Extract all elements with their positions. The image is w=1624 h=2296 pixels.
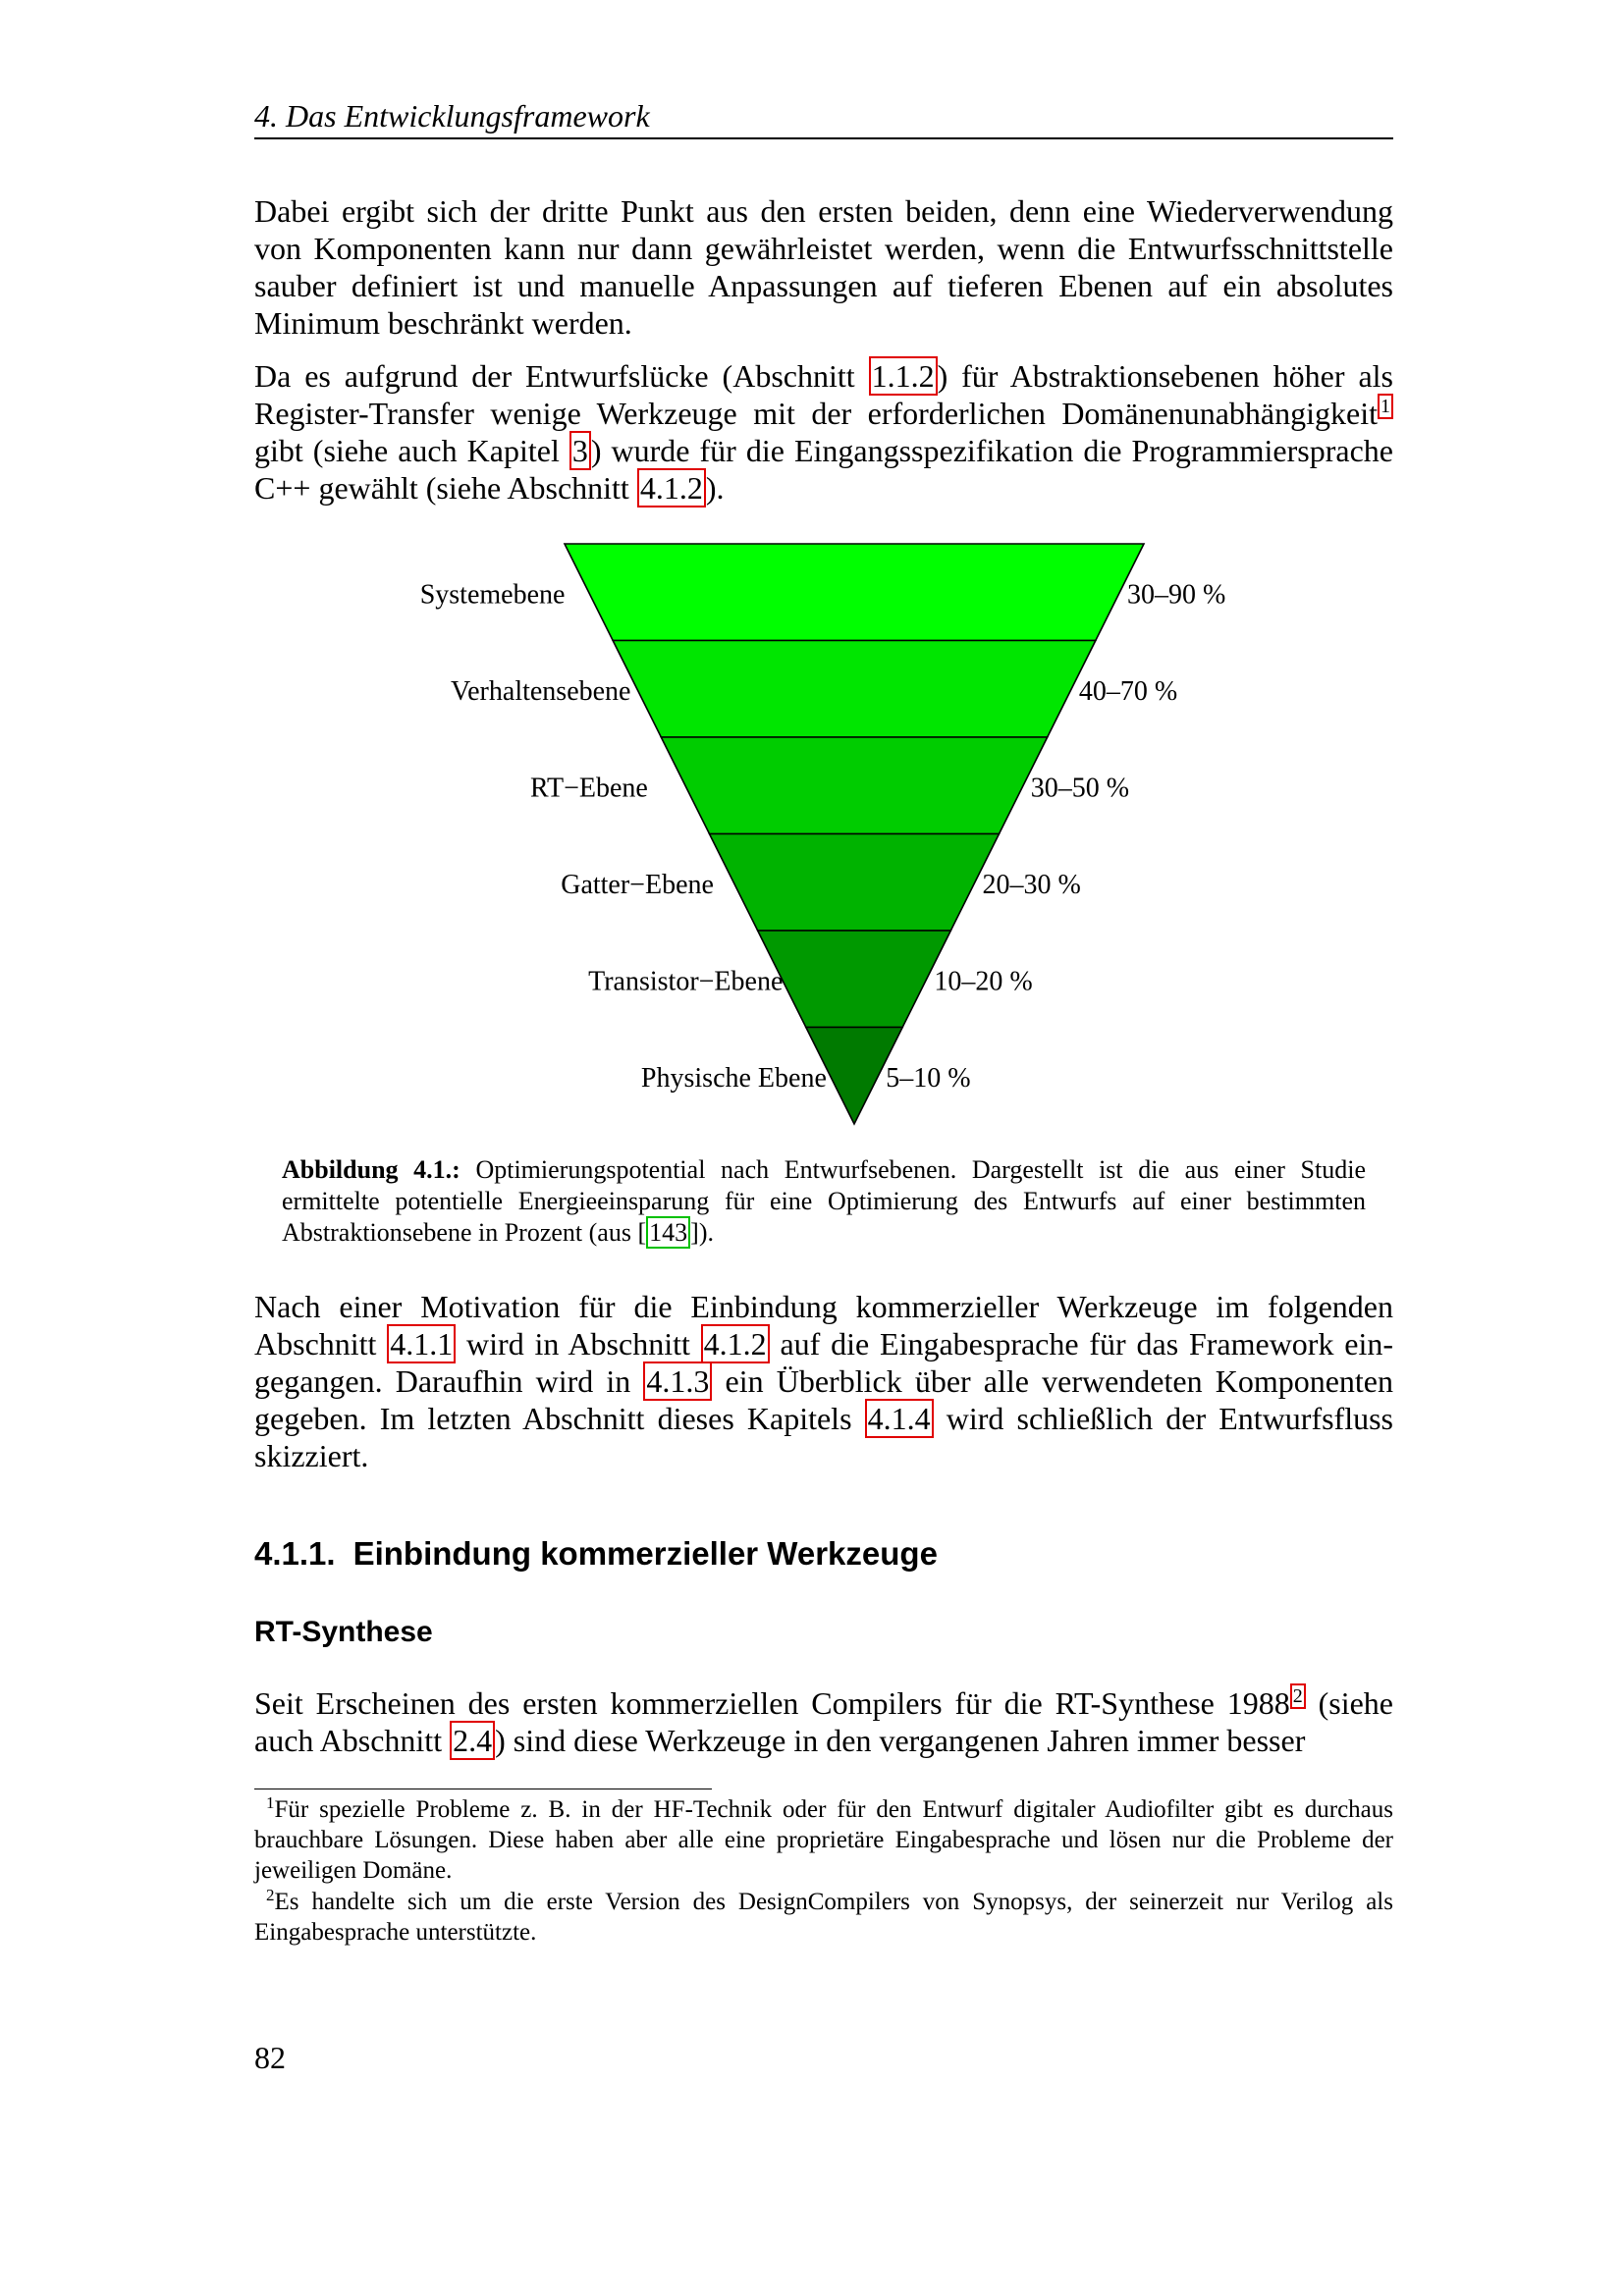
text-run: ). bbox=[705, 470, 725, 506]
caption-end: ). bbox=[698, 1218, 714, 1247]
citation-link[interactable]: 143 bbox=[646, 1216, 690, 1249]
level-label: Gatter−Ebene bbox=[561, 869, 714, 900]
range-label: 10–20 % bbox=[934, 966, 1033, 997]
subsection-heading: RT-Synthese bbox=[254, 1616, 433, 1648]
footnote-2 bbox=[254, 1887, 1393, 1948]
level-label: RT−Ebene bbox=[529, 773, 648, 804]
footnote-1 bbox=[254, 1794, 1393, 1886]
section-link[interactable]: 1.1.2 bbox=[869, 356, 938, 396]
level-label: Verhaltensebene bbox=[451, 675, 631, 707]
footnote-link[interactable]: 1 bbox=[1378, 394, 1393, 419]
range-label: 5–10 % bbox=[886, 1062, 971, 1094]
section-link[interactable]: 4.1.1 bbox=[387, 1324, 456, 1363]
range-label: 30–50 % bbox=[1030, 773, 1130, 804]
section-link[interactable]: 2.4 bbox=[450, 1721, 495, 1760]
caption-text: Optimierungspotential nach Entwurfsebenen. Dargestellt ist die aus einer Studie ermittelte potentielle Energieeinsparung für eine Optimierung des Entwurfs auf einer bestimmten Abstraktionsebene in Prozent (aus bbox=[282, 1155, 1366, 1247]
text-run: ) sind diese Werkzeuge in den vergangenen Jahren immer besser bbox=[495, 1723, 1306, 1758]
paragraph-1: Dabei ergibt sich der dritte Punkt aus den ersten beiden, denn eine Wiederverwendung von Komponenten kann nur dann gewährleistet werden, wenn die Entwurfsschnittstelle sauber definiert ist und manuelle Anpassungen auf tieferen Ebenen auf ein absolutes Minimum beschränkt werden. bbox=[254, 193, 1393, 341]
section-number: 4.1.1. bbox=[254, 1535, 336, 1572]
footnote-mark: 2 bbox=[266, 1885, 275, 1904]
level-label: Transistor−Ebene bbox=[588, 966, 784, 997]
footnote-text: Es handelte sich um die erste Version des DesignCompilers von Synopsys, der seinerzeit nur Verilog als Eingabesprache unterstützte. bbox=[254, 1889, 1393, 1946]
running-title: 4. Das Entwicklungsframework bbox=[254, 98, 650, 133]
pyramid-bands bbox=[565, 544, 1144, 1124]
section-heading bbox=[254, 1535, 938, 1573]
pyramid-band bbox=[613, 641, 1096, 738]
section-link[interactable]: 4.1.4 bbox=[865, 1399, 934, 1438]
range-label: 20–30 % bbox=[982, 869, 1081, 900]
section-link[interactable]: 4.1.2 bbox=[637, 468, 706, 507]
text-run: ) wurde für die Eingangsspezifikation die Programmiersprache C++ gewählt (siehe Abschnitt bbox=[254, 433, 1393, 506]
text-run: Nach einer Motivation für die Einbindung kommerzieller Werkzeuge im folgenden Abschnitt bbox=[254, 1289, 1393, 1362]
text-run: auf die Eingabesprache für das Framework eingegangen. Daraufhin wird in bbox=[254, 1326, 1394, 1399]
text-run: wird in Abschnitt bbox=[456, 1326, 701, 1362]
pyramid-band bbox=[710, 834, 1000, 932]
range-label: 40–70 % bbox=[1078, 675, 1178, 707]
level-label: Systemebene bbox=[419, 579, 566, 611]
pyramid-band bbox=[661, 737, 1047, 834]
section-link[interactable]: 4.1.2 bbox=[701, 1324, 770, 1363]
caption-label: Abbildung 4.1.: bbox=[282, 1155, 460, 1184]
running-header bbox=[254, 94, 1393, 139]
text-run: Seit Erscheinen des ersten kommerziellen Compilers für die RT-Synthese 1988 bbox=[254, 1685, 1290, 1721]
paragraph-4 bbox=[254, 1684, 1393, 1759]
text-run: (siehe auch Abschnitt bbox=[254, 1685, 1394, 1758]
text-run: wird schließlich der Entwurfsfluss skizziert. bbox=[254, 1401, 1394, 1473]
page-number: 82 bbox=[254, 2040, 286, 2075]
text-run: ein Überblick über alle verwendeten Komponenten gegeben. Im letzten Abschnitt dieses Kapitels bbox=[254, 1363, 1394, 1436]
pyramid-band bbox=[565, 544, 1144, 641]
text-run: Da es aufgrund der Entwurfslücke (Abschnitt bbox=[254, 358, 869, 394]
footnote-link[interactable]: 2 bbox=[1290, 1683, 1306, 1709]
text-run: gibt (siehe auch Kapitel bbox=[254, 433, 569, 468]
energy-pyramid-figure bbox=[295, 530, 1296, 1139]
footnote-text: Für spezielle Probleme z. B. in der HF-Technik oder für den Entwurf digitaler Audiofilter gibt es durchaus brauchbare Lösungen. Diese haben aber alle eine proprietäre Eingabesprache und lösen nur die Probleme der jeweiligen Domäne. bbox=[254, 1796, 1393, 1884]
footnote-mark: 1 bbox=[266, 1792, 275, 1812]
level-label: Physische Ebene bbox=[640, 1062, 827, 1094]
text-run: ) für Abstraktionsebenen höher als Register-Transfer wenige Werkzeuge mit der erforderlichen Domänenunabhängigkeit bbox=[254, 358, 1394, 431]
chapter-link[interactable]: 3 bbox=[569, 431, 591, 470]
range-label: 30–90 % bbox=[1127, 579, 1226, 611]
paragraph-2 bbox=[254, 357, 1393, 507]
paragraph-3 bbox=[254, 1288, 1393, 1474]
section-title: Einbindung kommerzieller Werkzeuge bbox=[352, 1535, 938, 1572]
figure-caption: Abbildung 4.1.: Optimierungspotential nach Entwurfsebenen. Dargestellt ist die aus einer Studie ermittelte potentielle Energieeinsparung für eine Optimierung des Entwurfs auf einer bestimmten Abstraktionsebene in Prozent (aus [ 143 ]). bbox=[282, 1155, 1366, 1247]
pyramid-band bbox=[758, 931, 951, 1028]
section-link[interactable]: 4.1.3 bbox=[643, 1362, 712, 1401]
